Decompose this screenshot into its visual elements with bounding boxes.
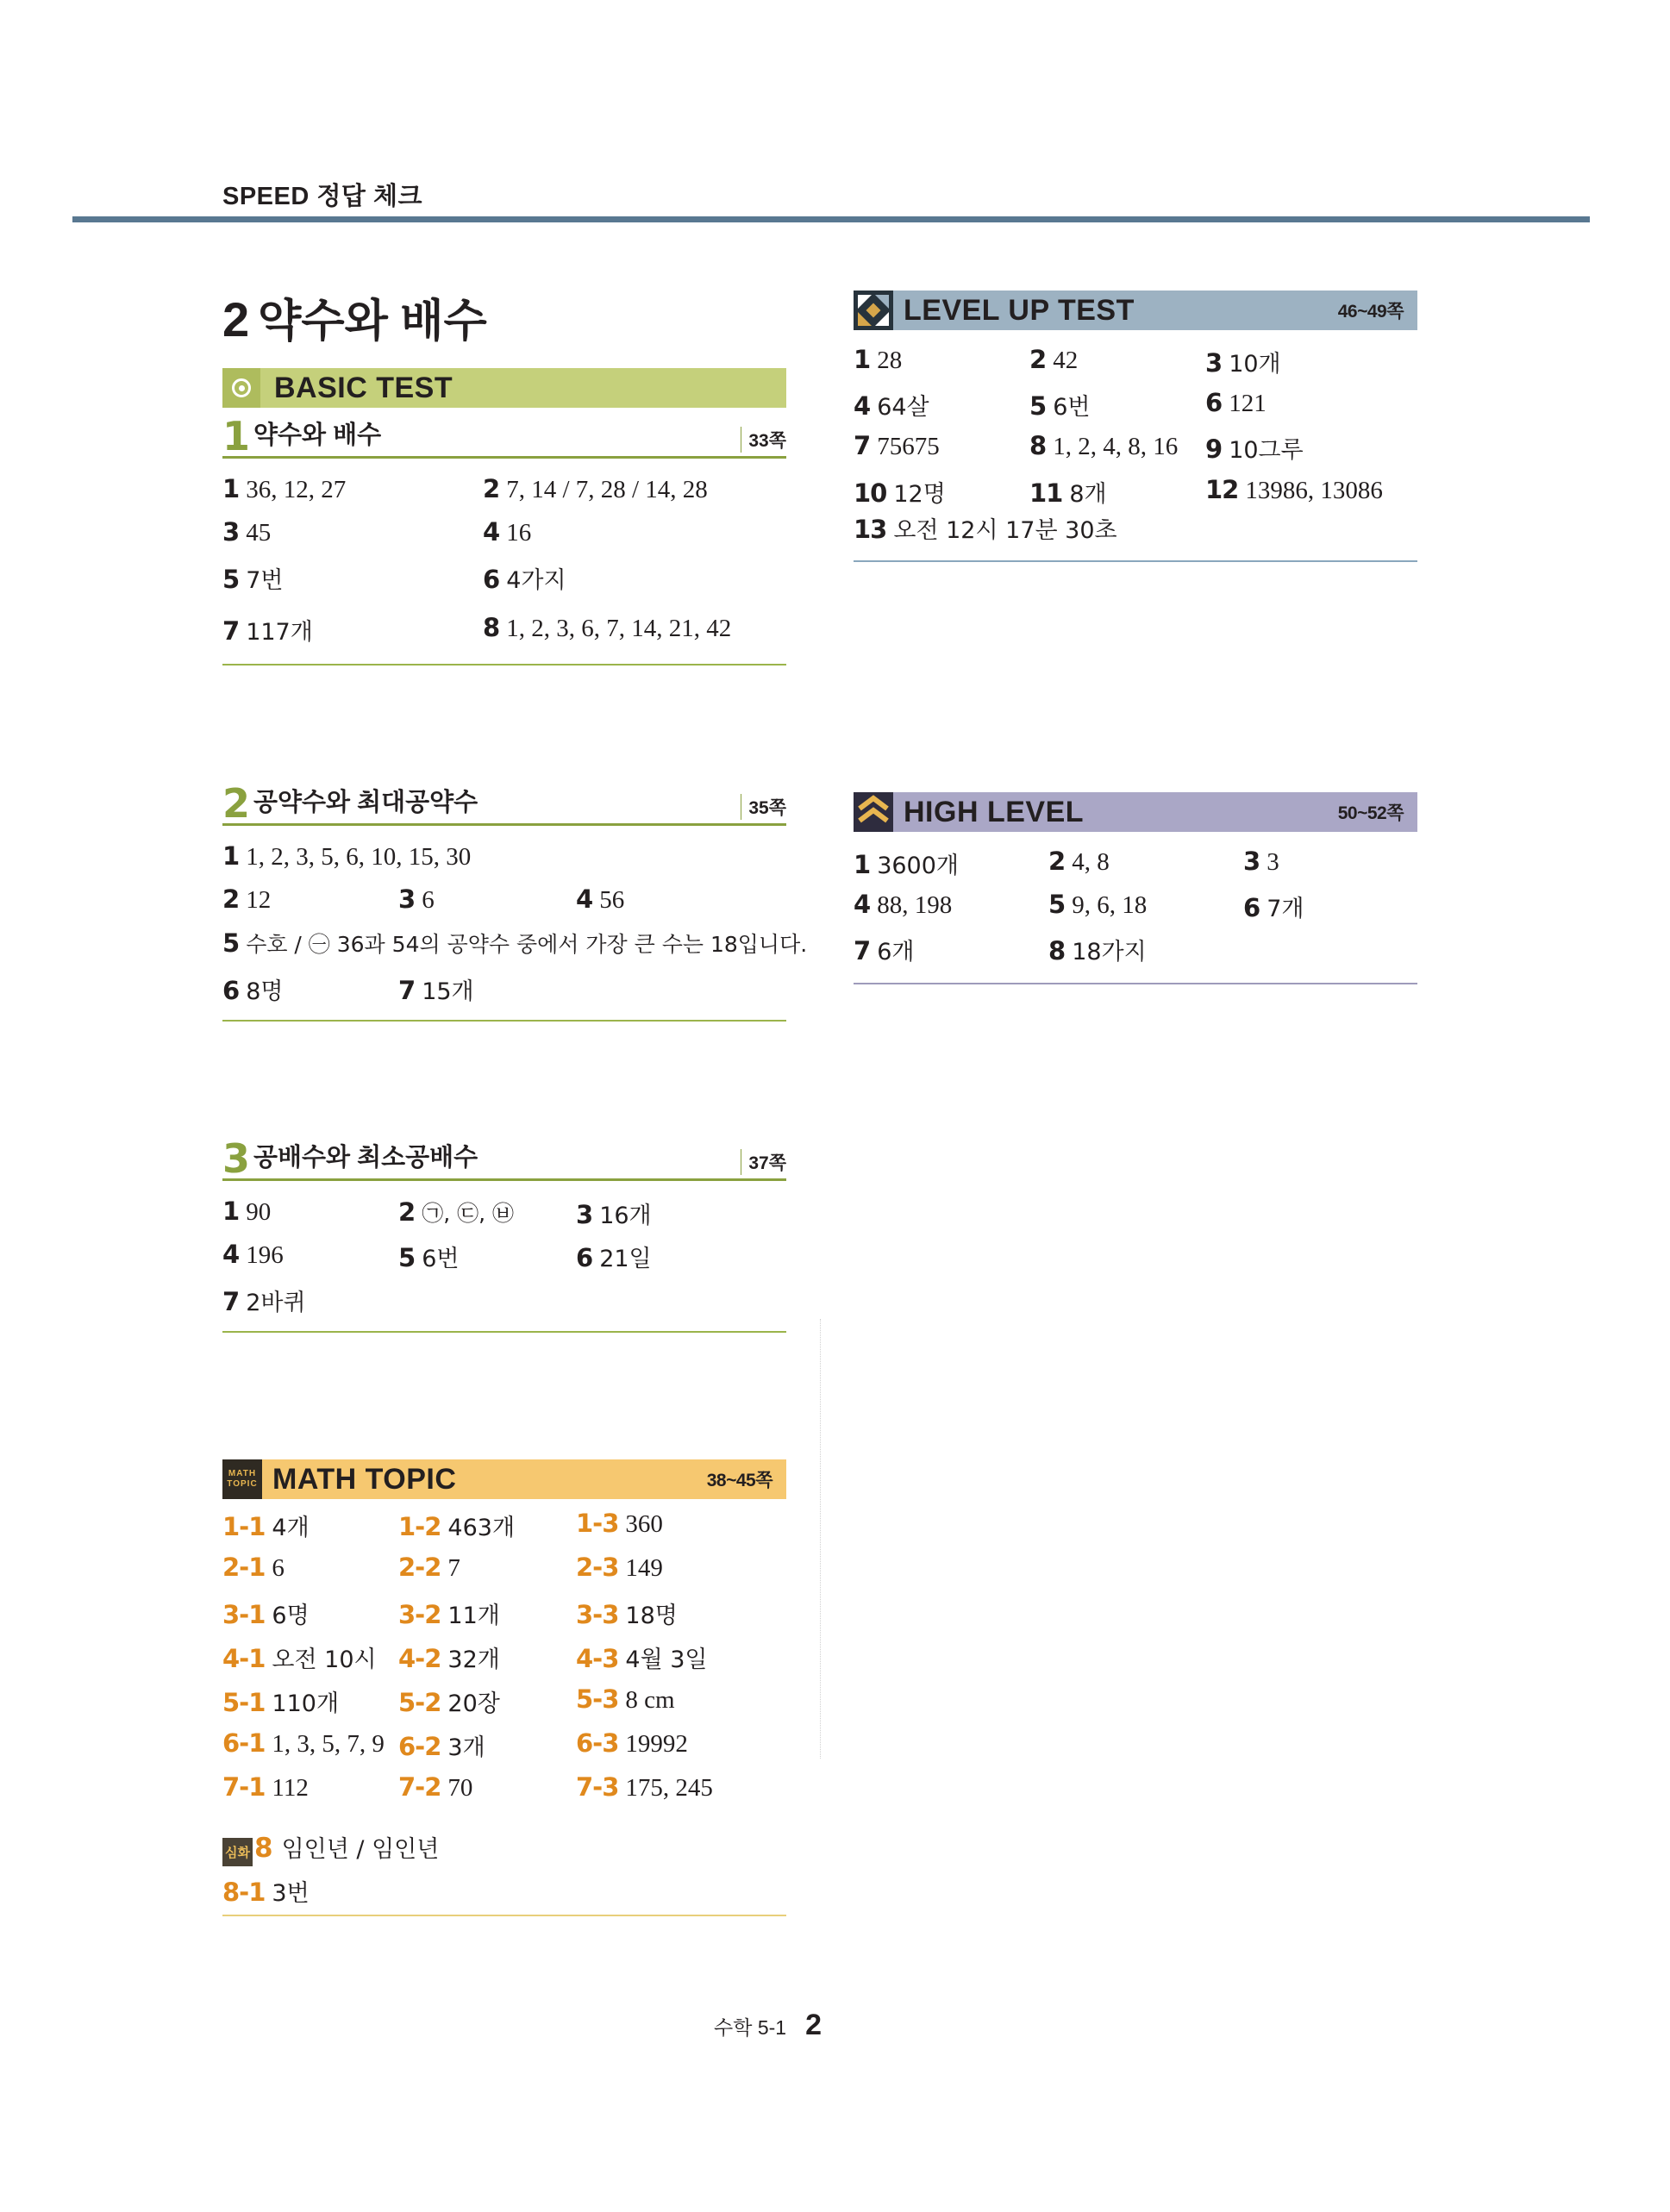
answer-value: 8개 — [1069, 481, 1107, 508]
answer-value: 360 — [625, 1510, 663, 1538]
icon-text: MATH — [228, 1469, 257, 1478]
answer-value: 11개 — [447, 1603, 500, 1629]
answer-number: 7 — [222, 1287, 240, 1316]
answer-value: 임인년 / 임인년 — [281, 1836, 440, 1863]
answer-number: 7 — [854, 936, 871, 965]
answer-number: 7-2 — [398, 1772, 441, 1802]
answer-number: 4-1 — [222, 1644, 266, 1673]
answer-number: 6 — [1243, 893, 1260, 922]
answer-item — [222, 1772, 309, 1803]
answer-value: 10개 — [1229, 351, 1281, 378]
answer-value: 3개 — [447, 1734, 485, 1761]
answer-value: 6명 — [272, 1603, 310, 1629]
answer-number: 6 — [483, 565, 500, 594]
answer-number: 4-3 — [576, 1644, 619, 1673]
answer-number: 3 — [1243, 847, 1260, 876]
answer-value: 3 — [1267, 848, 1279, 876]
answer-item — [1029, 475, 1107, 509]
answer-number: 3-1 — [222, 1600, 266, 1629]
level-up-test-label: LEVEL UP TEST — [904, 293, 1135, 327]
answer-item — [222, 1197, 271, 1227]
answer-value: 88, 198 — [877, 891, 953, 919]
answer-item — [222, 884, 271, 915]
answer-number: 5 — [1029, 391, 1047, 421]
answer-value: 42 — [1053, 347, 1079, 374]
answer-item — [854, 890, 952, 920]
answer-item — [576, 1197, 652, 1230]
answer-value: 110개 — [272, 1690, 340, 1717]
answer-item — [222, 1284, 306, 1317]
subsection-number: 3 — [222, 1135, 251, 1182]
page-footer — [714, 2009, 822, 2042]
answer-number: 9 — [1205, 434, 1223, 464]
answer-number: 6 — [222, 976, 240, 1005]
answer-value: 15개 — [422, 978, 474, 1005]
answer-item — [222, 1509, 310, 1542]
answer-number: 2 — [1048, 847, 1066, 876]
answer-item — [398, 1597, 500, 1630]
answer-value: 4월 3일 — [625, 1647, 708, 1673]
answer-item — [1243, 890, 1304, 923]
answer-number: 7-3 — [576, 1772, 619, 1802]
math-topic-icon — [222, 1459, 262, 1499]
deep-number: 8 — [253, 1833, 273, 1864]
answer-number: 10 — [854, 478, 887, 508]
answer-value: 64살 — [877, 394, 929, 421]
level-up-test-banner — [854, 291, 1417, 330]
answer-item — [398, 1509, 515, 1542]
answer-item — [222, 1553, 285, 1583]
subsection-3-header — [222, 1136, 786, 1181]
answer-number: 5-3 — [576, 1684, 619, 1714]
answer-number: 6-2 — [398, 1732, 441, 1761]
answer-item — [576, 1509, 663, 1539]
answer-item — [854, 388, 929, 422]
answer-value: 149 — [625, 1554, 663, 1582]
subsection-pages: 37쪽 — [741, 1149, 786, 1175]
answer-item — [854, 511, 1117, 545]
answer-value: 9, 6, 18 — [1072, 891, 1148, 919]
section-divider — [222, 1331, 786, 1333]
basic-test-label: BASIC TEST — [274, 371, 453, 404]
basic-test-banner — [222, 368, 786, 408]
answer-number: 8 — [1048, 936, 1066, 965]
answer-item — [222, 561, 283, 595]
answer-number: 4 — [854, 890, 871, 919]
answer-item — [222, 1728, 385, 1759]
answer-number: 6 — [576, 1243, 593, 1272]
subsection-2-header — [222, 781, 786, 826]
math-topic-banner — [222, 1459, 786, 1499]
answer-number: 2 — [1029, 345, 1047, 374]
answer-item — [1048, 847, 1110, 877]
answer-item — [483, 517, 531, 547]
answer-value: 12명 — [893, 481, 946, 508]
answer-number: 6-1 — [222, 1728, 266, 1758]
answer-item — [576, 884, 624, 915]
answer-item — [222, 972, 283, 1006]
answer-number: 1-3 — [576, 1509, 619, 1538]
answer-value: 오전 12시 17분 30초 — [893, 517, 1117, 544]
answer-number: 2-3 — [576, 1553, 619, 1582]
subsection-number: 1 — [222, 413, 251, 459]
answer-value: 32개 — [447, 1647, 500, 1673]
answer-value: 196 — [246, 1241, 284, 1269]
answer-item — [576, 1772, 713, 1803]
answer-value: 3번 — [272, 1880, 310, 1907]
target-icon — [222, 368, 260, 408]
answer-value: 4개 — [272, 1515, 310, 1541]
answer-item — [222, 928, 807, 959]
answer-item — [854, 933, 914, 966]
answer-value: 36, 12, 27 — [246, 476, 347, 503]
answer-value: 3600개 — [877, 853, 959, 879]
answer-number: 5 — [222, 928, 240, 958]
answer-item — [1048, 890, 1147, 920]
answer-number: 8-1 — [222, 1878, 266, 1907]
answer-item — [576, 1684, 675, 1715]
answer-number: 1 — [854, 345, 871, 374]
subsection-pages: 33쪽 — [741, 427, 786, 453]
answer-value: 오전 10시 — [272, 1647, 377, 1673]
answer-number: 8 — [1029, 431, 1047, 460]
answer-value: 56 — [599, 886, 625, 914]
answer-value: 75675 — [877, 433, 940, 460]
math-topic-label: MATH TOPIC — [272, 1462, 457, 1496]
answer-item — [222, 1684, 339, 1718]
answer-number: 1-2 — [398, 1512, 441, 1541]
chapter-name: 약수와 배수 — [258, 297, 487, 347]
answer-item — [222, 1240, 284, 1270]
answer-item — [1029, 345, 1078, 375]
answer-number: 2 — [483, 474, 500, 503]
answer-item — [854, 475, 946, 509]
answer-number: 1 — [222, 841, 240, 871]
answer-item — [1048, 933, 1147, 966]
answer-number: 5 — [398, 1243, 416, 1272]
high-level-icon — [854, 792, 893, 832]
answer-value: 18가지 — [1072, 939, 1147, 965]
answer-number: 1 — [222, 474, 240, 503]
answer-number: 4-2 — [398, 1644, 441, 1673]
answer-item — [222, 1597, 310, 1630]
answer-number: 6-3 — [576, 1728, 619, 1758]
answer-item — [398, 884, 435, 915]
answer-value: 7 — [447, 1554, 460, 1582]
answer-value: 8 cm — [625, 1686, 675, 1714]
page-number: 2 — [805, 2009, 822, 2041]
answer-value: 12 — [246, 886, 272, 914]
answer-item — [222, 517, 271, 547]
answer-number: 3 — [576, 1200, 593, 1229]
section-divider — [222, 664, 786, 665]
answer-number: 5-2 — [398, 1688, 441, 1717]
answer-value: 463개 — [447, 1515, 516, 1541]
answer-value: 70 — [447, 1774, 473, 1802]
chapter-number: 2 — [222, 292, 250, 347]
answer-item — [222, 613, 313, 647]
answer-number: 7 — [222, 616, 240, 646]
answer-item — [222, 1640, 377, 1674]
answer-value: 1, 2, 3, 6, 7, 14, 21, 42 — [506, 615, 732, 642]
answer-number: 4 — [576, 884, 593, 914]
answer-number: 7-1 — [222, 1772, 266, 1802]
answer-number: 3 — [1205, 348, 1223, 378]
answer-item — [854, 345, 902, 375]
deep-badge: 심화 — [222, 1838, 253, 1866]
answer-item — [1243, 847, 1279, 877]
answer-value: 10그루 — [1229, 437, 1304, 464]
answer-item — [398, 972, 474, 1006]
answer-item — [576, 1553, 663, 1583]
answer-value: 13986, 13086 — [1245, 477, 1383, 504]
subsection-1-header — [222, 414, 786, 459]
answer-item — [398, 1728, 485, 1762]
answer-value: 7개 — [1267, 896, 1304, 922]
answer-value: 1, 2, 4, 8, 16 — [1053, 433, 1179, 460]
answer-value: 6번 — [422, 1246, 460, 1272]
answer-value: 수호 / ㊀ 36과 54의 공약수 중에서 가장 큰 수는 18입니다. — [246, 932, 808, 957]
answer-value: 16 — [506, 519, 532, 547]
answer-number: 11 — [1029, 478, 1063, 508]
answer-value: 112 — [272, 1774, 309, 1802]
answer-value: 18명 — [625, 1603, 678, 1629]
answer-number: 5 — [222, 565, 240, 594]
answer-item — [398, 1640, 500, 1674]
answer-number: 2 — [222, 884, 240, 914]
answer-value: 117개 — [246, 619, 313, 646]
answer-item — [398, 1772, 472, 1803]
answer-item — [576, 1640, 708, 1674]
answer-value: 6번 — [1053, 394, 1091, 421]
answer-value: 20장 — [447, 1690, 500, 1717]
answer-number: 1 — [222, 1197, 240, 1226]
answer-item — [854, 431, 940, 461]
answer-number: 4 — [222, 1240, 240, 1269]
section-divider — [854, 983, 1417, 984]
icon-text: TOPIC — [227, 1479, 258, 1489]
subsection-title: 공배수와 최소공배수 — [253, 1144, 478, 1172]
header-rule — [72, 216, 1590, 222]
answer-value: 8명 — [246, 978, 284, 1005]
page-header-title: SPEED 정답 체크 — [222, 183, 422, 210]
answer-number: 3 — [398, 884, 416, 914]
answer-item — [222, 1874, 310, 1908]
high-level-pages: 50~52쪽 — [1337, 803, 1404, 823]
level-up-icon — [854, 291, 893, 330]
answer-number: 3 — [222, 517, 240, 547]
section-divider — [222, 1020, 786, 1022]
answer-item — [1205, 475, 1383, 505]
answer-number: 2-2 — [398, 1553, 441, 1582]
answer-value: 7번 — [246, 567, 284, 594]
answer-number: 4 — [854, 391, 871, 421]
answer-number: 6 — [1205, 388, 1223, 417]
answer-value: 6개 — [877, 939, 915, 965]
answer-value: 19992 — [625, 1730, 688, 1758]
answer-value: 28 — [877, 347, 903, 374]
answer-number: 8 — [483, 613, 500, 642]
answer-number: 7 — [854, 431, 871, 460]
answer-value: 45 — [246, 519, 272, 547]
level-up-test-pages: 46~49쪽 — [1337, 302, 1404, 322]
answer-item — [1205, 345, 1281, 378]
answer-item — [222, 474, 346, 504]
math-topic-pages: 38~45쪽 — [706, 1471, 772, 1490]
answer-item — [576, 1597, 678, 1630]
answer-number: 3-3 — [576, 1600, 619, 1629]
section-divider — [854, 560, 1417, 562]
subsection-number: 2 — [222, 780, 251, 827]
footer-label: 수학 5-1 — [714, 2016, 787, 2039]
answer-item — [398, 1684, 500, 1718]
subsection-title: 공약수와 최대공약수 — [253, 789, 478, 816]
answer-number: 2-1 — [222, 1553, 266, 1582]
answer-number: 1 — [854, 850, 871, 879]
answer-item — [1029, 431, 1178, 461]
answer-value: ㉠, ㉢, ㉥ — [422, 1201, 514, 1226]
answer-value: 1, 3, 5, 7, 9 — [272, 1730, 385, 1758]
subsection-pages: 35쪽 — [741, 794, 786, 820]
answer-value: 21일 — [599, 1246, 652, 1272]
answer-number: 1-1 — [222, 1512, 266, 1541]
answer-value: 6 — [272, 1554, 285, 1582]
answer-number: 5 — [1048, 890, 1066, 919]
answer-item — [576, 1728, 688, 1759]
answer-value: 121 — [1229, 390, 1267, 417]
answer-item — [1205, 431, 1304, 465]
section-divider — [222, 1915, 786, 1916]
answer-item — [576, 1240, 652, 1273]
answer-item — [398, 1553, 460, 1583]
answer-item — [398, 1240, 459, 1273]
subsection-title: 약수와 배수 — [253, 422, 382, 449]
answer-value: 1, 2, 3, 5, 6, 10, 15, 30 — [246, 843, 472, 871]
answer-value: 4가지 — [506, 567, 566, 594]
answer-number: 5-1 — [222, 1688, 266, 1717]
answer-value: 16개 — [599, 1203, 652, 1229]
answer-number: 2 — [398, 1197, 416, 1227]
answer-item — [1029, 388, 1090, 422]
answer-value: 175, 245 — [625, 1774, 713, 1802]
column-divider — [820, 1319, 821, 1759]
answer-number: 12 — [1205, 475, 1239, 504]
answer-value: 90 — [246, 1198, 272, 1226]
answer-value: 2바퀴 — [246, 1290, 306, 1316]
answer-value: 6 — [422, 886, 435, 914]
high-level-banner — [854, 792, 1417, 832]
deep-answer-item — [222, 1830, 439, 1866]
answer-item — [222, 841, 471, 872]
chapter-title — [222, 284, 487, 349]
answer-number: 13 — [854, 515, 887, 544]
answer-item — [483, 613, 731, 643]
answer-number: 4 — [483, 517, 500, 547]
answer-value: 7, 14 / 7, 28 / 14, 28 — [506, 476, 708, 503]
answer-item — [1205, 388, 1267, 418]
answer-item — [483, 474, 708, 504]
answer-item — [483, 561, 566, 595]
answer-number: 3-2 — [398, 1600, 441, 1629]
answer-item — [854, 847, 959, 880]
high-level-label: HIGH LEVEL — [904, 795, 1085, 828]
answer-item — [398, 1197, 514, 1228]
answer-value: 4, 8 — [1072, 848, 1110, 876]
answer-number: 7 — [398, 976, 416, 1005]
